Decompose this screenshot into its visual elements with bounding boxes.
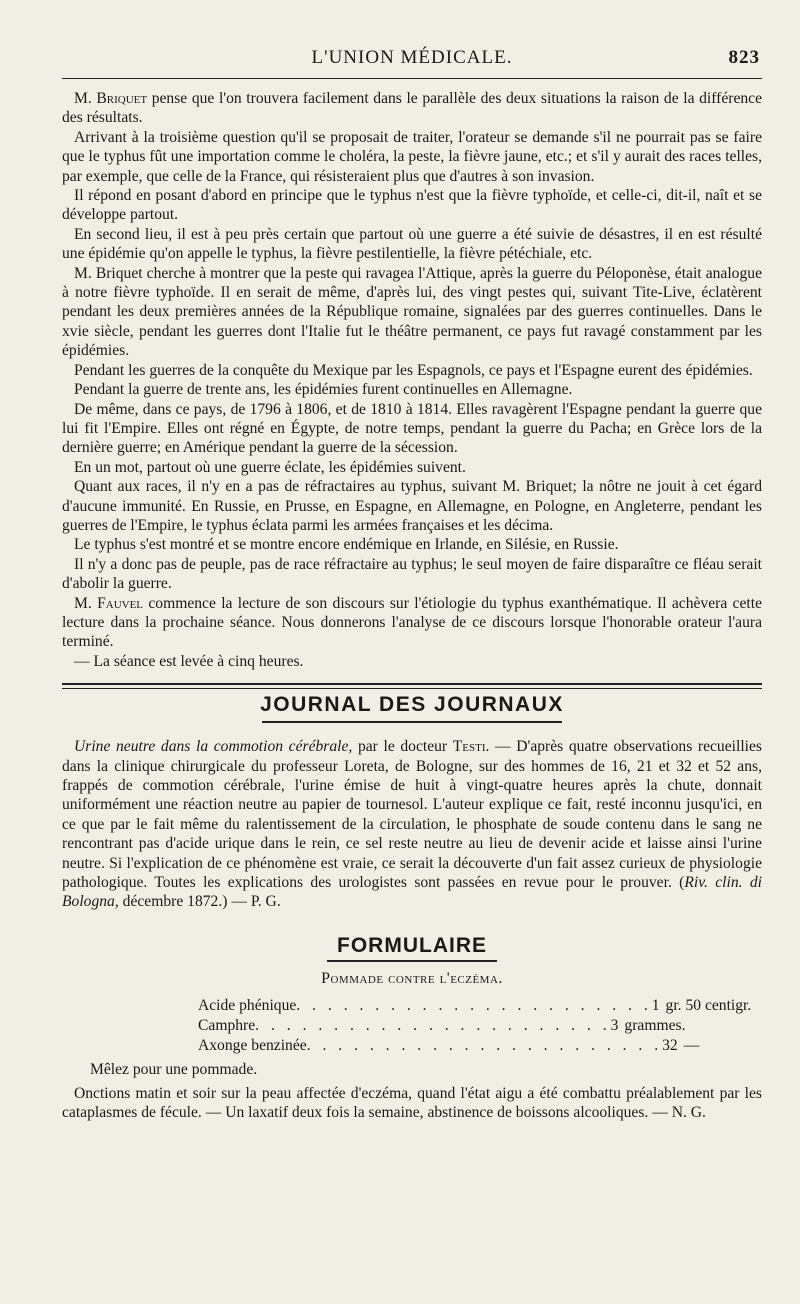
paragraph: De même, dans ce pays, de 1796 à 1806, et de 1810 à 1814. Elles ravagèrent l'Espagne pendant la guerre que lui fit l'Empire. Elles ont régné en Égypte, de notre temps, pendant la guerre du Pacha; en Grèce lors de la dernière guerre; en Amérique pendant la guerre de la sécession. [62,400,762,457]
leader-dots: . . . . . . . . . . . . . . . . . . . . . . . [255,1016,611,1034]
section-divider [62,683,762,689]
ingredient-unit: gr. 50 centigr. [665,996,752,1014]
paragraph: — La séance est levée à cinq heures. [74,652,304,670]
paragraph: M. Briquet cherche à montrer que la peste qui ravagea l'Attique, après la guerre du Péloponèse, était analogue à notre fièvre typhoïde. Il en serait de même, d'après lui, des vingt pestes qui, suivant Tite-Live, éclatèrent pendant les deux premières années de la République romaine, signalées par des guerres continuelles. Dans le xvie siècle, pendant les guerres dont l'Italie fut le théâtre permanent, ce pays fut ravagé constamment par les épidémies. [62,264,762,360]
ingredient-row [198,1036,700,1056]
ingredient-unit: — [683,1036,700,1054]
article-author: Testi. [452,738,490,756]
running-head [62,44,762,72]
speaker-name: M. Briquet [74,90,148,107]
ingredient-row [198,1016,686,1036]
heading-underline [262,721,562,723]
ingredient-unit: grammes. [624,1016,686,1034]
leader-dots: . . . . . . . . . . . . . . . . . . . . . . . [306,1036,663,1054]
ingredient-name: Camphre [198,1016,256,1034]
paragraph: Urine neutre dans la commotion cérébrale, par le docteur Testi. — D'après quatre observations recueillies dans la clinique chirurgicale du professeur Loreta, de Bologne, sur des hommes de 16, 21 et 32 et 52 ans, frappés de commotion cérébrale, l'urine émise de huit à vingt-quatre heures après la chute, donnait uniformément une réaction neutre au papier de tournesol. L'auteur explique ce fait, resté inconnu jusqu'ici, en ce que par le fait même du ralentissement de la circulation, le phosphate de soude contenu dans le sang ne rencontrant pas d'acide urique dans le rein, ce sel reste neutre au lieu de devenir acide et laisse ainsi l'urine neutre. Si l'explication de ce phénomène est vraie, ce serait la découverte d'un fait assez curieux de physiologie pathologique. Toutes les explications des urologistes sont passées en revue pour le prouver. (Riv. clin. di Bologna, décembre 1872.) — P. G. [62,738,762,911]
paragraph: Arrivant à la troisième question qu'il se proposait de traiter, l'orateur se demande s'il ne pourrait pas se faire que le typhus fût une importation comme le choléra, la peste, la fièvre jaune, etc.; et s'il y aurait des races telles, par exemple, que celle de la France, qui résisteraient plus que d'autres à son invasion. [62,128,762,185]
ingredient-name: Acide phénique [198,996,297,1014]
header-rule [62,78,762,79]
leader-dots: . . . . . . . . . . . . . . . . . . . . . . . [296,996,652,1014]
ingredient-row [198,996,752,1016]
paragraph: M. Briquet pense que l'on trouvera facilement dans le parallèle des deux situations la raison de la différence des résultats. [62,90,763,127]
paragraph: M. Fauvel commence la lecture de son discours sur l'étiologie du typhus exanthématique. Il achèvera cette lecture dans la prochaine séance. Nous donnerons l'analyse de ce discours lorsque l'honorable orateur l'aura terminé. [62,594,762,651]
session-report [62,89,762,671]
paragraph: Le typhus s'est montré et se montre encore endémique en Irlande, en Silésie, en Russie. [74,536,619,554]
formulaire-heading: FORMULAIRE [337,933,487,957]
running-title: L'UNION MÉDICALE. [311,47,513,68]
recipe-title: Pommade contre l'eczéma. [321,969,503,987]
ingredient-list [198,996,752,1056]
ingredient-quantity: 3 [610,1016,619,1034]
journal-article [62,737,762,912]
article-title: Urine neutre dans la commotion cérébrale, [74,738,353,756]
section-heading: JOURNAL DES JOURNAUX [260,693,564,717]
paragraph: Il n'y a donc pas de peuple, pas de race réfractaire au typhus; le seul moyen de faire disparaître ce fléau serait d'abolir la guerre. [62,555,762,593]
ingredient-quantity: 32 [662,1036,678,1054]
paragraph: Pendant la guerre de trente ans, les épidémies furent continuelles en Allemagne. [74,381,573,399]
paragraph: Pendant les guerres de la conquête du Mexique par les Espagnols, ce pays et l'Espagne eurent des épidémies. [74,361,753,379]
paragraph: Onctions matin et soir sur la peau affectée d'eczéma, quand l'état aigu a été combattu préalablement par les cataplasmes de fécule. — Un laxatif deux fois la semaine, abstinence de boissons alcooliques. — N. G. [62,1084,762,1122]
heading-underline [327,960,497,962]
ingredient-name: Axonge benzinée [198,1036,307,1054]
mix-instruction: Mêlez pour une pommade. [90,1060,258,1078]
ingredient-quantity: 1 [651,996,660,1014]
speaker-name: M. Fauvel [74,594,144,612]
paragraph: En un mot, partout où une guerre éclate, les épidémies suivent. [74,458,466,476]
paragraph: Il répond en posant d'abord en principe que le typhus n'est que la fièvre typhoïde, et celle-ci, dit-il, naît et se développe partout. [62,187,762,224]
page-number: 823 [728,47,760,68]
formulaire-instructions [62,1084,762,1123]
article-source: Riv. clin. di Bologna, [62,874,762,911]
paragraph: Quant aux races, il n'y en a pas de réfractaires au typhus, suivant M. Briquet; la nôtre ne jouit à cet égard d'aucune immunité. En Russie, en Prusse, en Espagne, en Allemagne, en Pologne, en Angleterre, pendant les guerres de l'Empire, le typhus éclata parmi les armées françaises et les décima. [62,478,762,534]
paragraph: En second lieu, il est à peu près certain que partout où une guerre a été suivie de désastres, il en est résulté une épidémie qu'on appelle le typhus, la fièvre pestilentielle, la fièvre pétéchiale, etc. [62,225,762,263]
